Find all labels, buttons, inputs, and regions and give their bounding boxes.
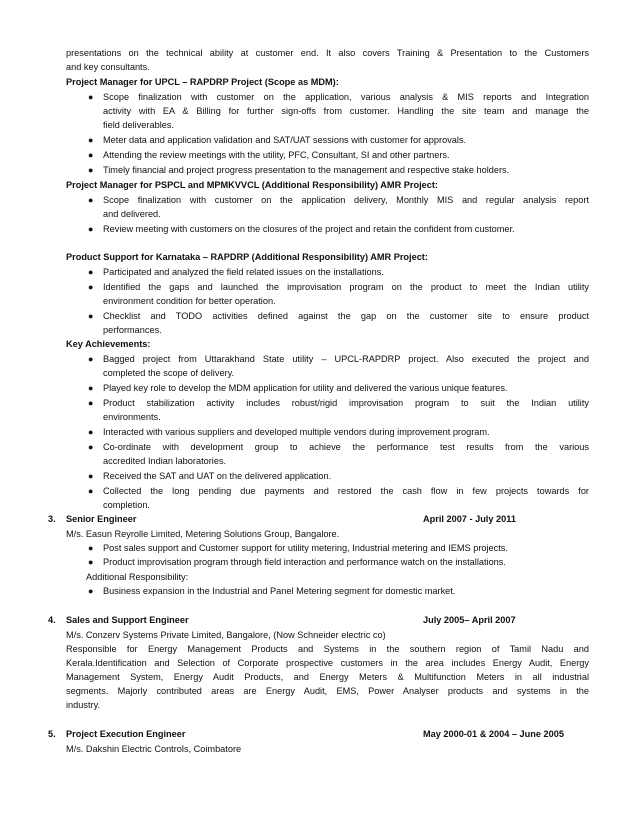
list-item: Meter data and application validation and SAT/UAT sessions with customer for approvals. — [103, 135, 467, 145]
job-description-line: Management System, Energy Audit Products, and Energy Meters & Multifunction Meters in all industrial — [66, 672, 589, 682]
bullet-icon: ● — [88, 195, 94, 205]
list-item: Review meeting with customers on the closures of the project and retain the confident from customer. — [103, 224, 515, 234]
list-item: and delivered. — [103, 209, 161, 219]
job-description-line: Kerala.Identification and Selection of Corporate prospective customers in the area includes Energy Audit, Energy — [66, 658, 589, 668]
bullet-icon: ● — [88, 471, 94, 481]
bullet-icon: ● — [88, 383, 94, 393]
section-heading-upcl: Project Manager for UPCL – RAPDRP Project (Scope as MDM): — [66, 77, 339, 87]
bullet-icon: ● — [88, 557, 94, 567]
section-heading-pspcl: Project Manager for PSPCL and MPMKVVCL (Additional Responsibility) AMR Project: — [66, 180, 438, 190]
bullet-icon: ● — [88, 398, 94, 408]
list-item: environments. — [103, 412, 161, 422]
job-company: M/s. Conzerv Systems Private Limited, Bangalore, (Now Schneider electric co) — [66, 630, 386, 640]
list-item: Post sales support and Customer support for utility metering, Industrial metering and IEMS projects. — [103, 543, 508, 553]
job-title: Senior Engineer — [66, 514, 137, 524]
job-number: 3. — [48, 514, 56, 524]
intro-line: presentations on the technical ability at customer end. It also covers Training & Presentation to the Customers — [66, 48, 589, 58]
job-company: M/s. Dakshin Electric Controls, Coimbatore — [66, 744, 242, 754]
list-item: Received the SAT and UAT on the delivered application. — [103, 471, 332, 481]
list-item: environment condition for better operation. — [103, 296, 276, 306]
job-company: M/s. Easun Reyrolle Limited, Metering Solutions Group, Bangalore. — [66, 529, 340, 539]
list-item: Scope finalization with customer on the application, various analysis & MIS reports and Integration — [103, 92, 589, 102]
bullet-icon: ● — [88, 354, 94, 364]
bullet-icon: ● — [88, 427, 94, 437]
list-item: Checklist and TODO activities defined against the gap on the customer site to ensure product — [103, 311, 589, 321]
bullet-icon: ● — [88, 224, 94, 234]
bullet-icon: ● — [88, 267, 94, 277]
list-item: Scope finalization with customer on the application delivery, Monthly MIS and regular analysis report — [103, 195, 589, 205]
list-item: Timely financial and project progress presentation to the management and respective stake holders. — [103, 165, 510, 175]
job-number: 5. — [48, 729, 56, 739]
section-heading-karnataka: Product Support for Karnataka – RAPDRP (Additional Responsibility) AMR Project: — [66, 252, 428, 262]
job-dates: July 2005– April 2007 — [423, 615, 516, 625]
bullet-icon: ● — [88, 311, 94, 321]
list-item: Product improvisation program through field interaction and performance watch on the installations. — [103, 557, 506, 567]
list-item: Product stabilization activity includes robust/rigid improvisation program to suit the Indian utility — [103, 398, 589, 408]
list-item: Attending the review meetings with the utility, PFC, Consultant, SI and other partners. — [103, 150, 450, 160]
bullet-icon: ● — [88, 486, 94, 496]
job-dates: May 2000-01 & 2004 – June 2005 — [423, 729, 564, 739]
bullet-icon: ● — [88, 282, 94, 292]
list-item: Interacted with various suppliers and developed multiple vendors during improvement program. — [103, 427, 490, 437]
section-heading-achievements: Key Achievements: — [66, 339, 151, 349]
job-dates: April 2007 - July 2011 — [423, 514, 516, 524]
list-item: field deliverables. — [103, 120, 174, 130]
job-description-line: segments. Majorly contributed areas are Energy Audit, EMS, Power Analyser products and systems in the — [66, 686, 589, 696]
list-item: Co-ordinate with development group to achieve the performance test results from the various — [103, 442, 589, 452]
list-item: Played key role to develop the MDM application for utility and delivered the various unique features. — [103, 383, 508, 393]
bullet-icon: ● — [88, 135, 94, 145]
list-item: Collected the long pending due payments and restored the cash flow in few projects towards for — [103, 486, 589, 496]
bullet-icon: ● — [88, 586, 94, 596]
job-title: Sales and Support Engineer — [66, 615, 189, 625]
list-item: performances. — [103, 325, 162, 335]
list-item: Participated and analyzed the field related issues on the installations. — [103, 267, 384, 277]
additional-label: Additional Responsibility: — [86, 572, 189, 582]
intro-line: and key consultants. — [66, 62, 150, 72]
job-description-line: Responsible for Energy Management Products and Systems in the southern region of Tamil Nadu and — [66, 644, 589, 654]
job-description-line: industry. — [66, 700, 101, 710]
list-item: completed the scope of delivery. — [103, 368, 235, 378]
job-title: Project Execution Engineer — [66, 729, 186, 739]
list-item: completion. — [103, 500, 150, 510]
job-number: 4. — [48, 615, 56, 625]
list-item: Business expansion in the Industrial and Panel Metering segment for domestic market. — [103, 586, 456, 596]
list-item: activity with EA & Billing for further sign-offs from customer. Handling the site team and manage the — [103, 106, 589, 116]
bullet-icon: ● — [88, 543, 94, 553]
bullet-icon: ● — [88, 150, 94, 160]
list-item: Identified the gaps and launched the improvisation program on the product to meet the Indian utility — [103, 282, 589, 292]
bullet-icon: ● — [88, 165, 94, 175]
bullet-icon: ● — [88, 442, 94, 452]
list-item: Bagged project from Uttarakhand State utility – UPCL-RAPDRP project. Also executed the project and — [103, 354, 589, 364]
list-item: accredited Indian laboratories. — [103, 456, 227, 466]
bullet-icon: ● — [88, 92, 94, 102]
